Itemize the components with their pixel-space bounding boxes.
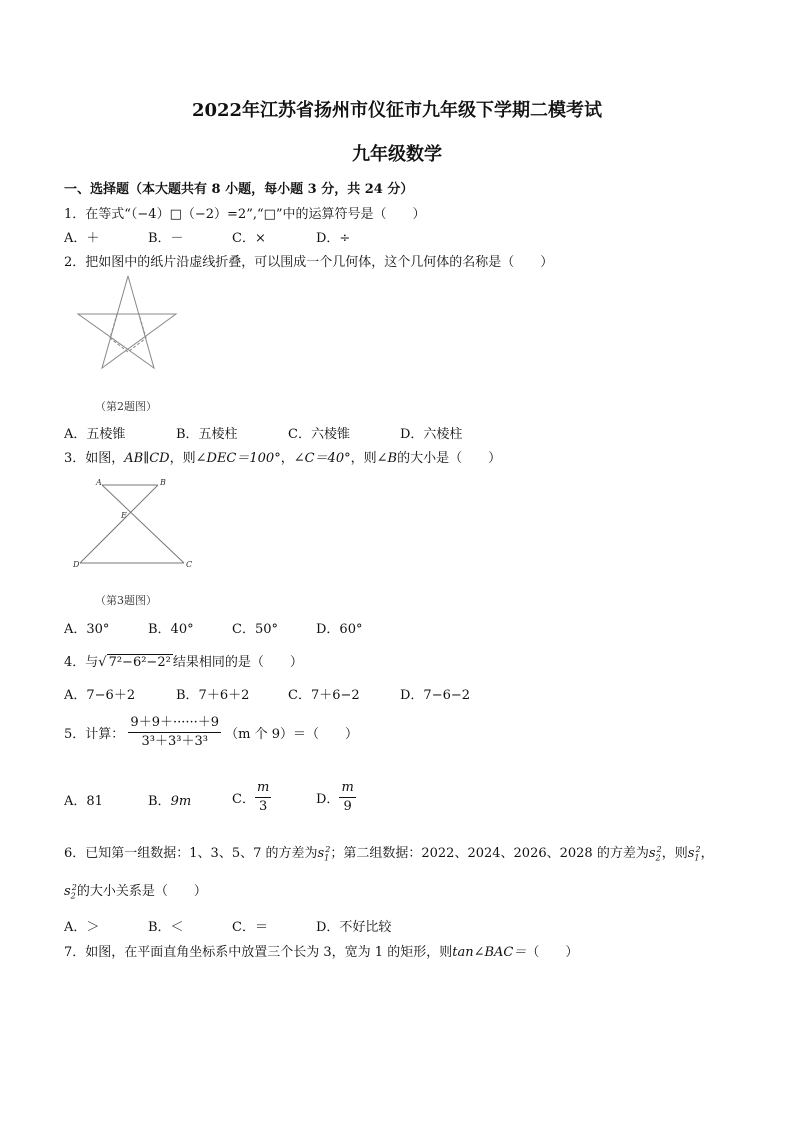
page-subtitle: 九年级数学 bbox=[352, 144, 442, 165]
question-4-text bbox=[64, 651, 303, 670]
q6-part-c: ，则 bbox=[661, 846, 688, 861]
q6-s1-letter: s bbox=[317, 846, 325, 861]
segment-bd bbox=[80, 485, 158, 563]
label-a: A bbox=[96, 478, 102, 487]
q6-s2-symbol-repeat: $s_2^2$ bbox=[64, 882, 77, 901]
q3-parallel: AB∥CD bbox=[124, 451, 170, 466]
q5-prefix: 5．计算： bbox=[64, 727, 125, 742]
q5-option-c bbox=[232, 779, 271, 816]
q5-suffix: （m 个 9）＝（ ） bbox=[225, 727, 359, 742]
question-1-text: 1．在等式“（−4）□（−2）=2”,“□”中的运算符号是（ ） bbox=[64, 207, 426, 222]
q3-mid3: ，则 bbox=[350, 451, 377, 466]
q7-suffix: （ ） bbox=[526, 945, 579, 960]
q5-option-d-num: m bbox=[339, 779, 355, 798]
q5-option-c-den: 3 bbox=[258, 799, 268, 814]
q6-s1-symbol: $s_1^2$ bbox=[317, 844, 331, 863]
q2-option-b: B．五棱柱 bbox=[176, 427, 238, 442]
q3-angle-b: ∠B bbox=[376, 451, 398, 466]
star-outline bbox=[78, 276, 176, 368]
q6-s1-letter-repeat: s bbox=[687, 846, 695, 861]
question-6-line-1 bbox=[64, 842, 714, 863]
q4-suffix: 结果相同的是（ ） bbox=[172, 655, 303, 670]
figure-3-caption: （第3题图） bbox=[95, 594, 157, 607]
q6-option-b: B．＜ bbox=[148, 920, 184, 935]
q6-s2-symbol: $s_2^2$ bbox=[648, 844, 662, 863]
q4-option-b: B．7＋6＋2 bbox=[176, 688, 250, 703]
q2-option-c: C．六棱锥 bbox=[288, 427, 350, 442]
q2-option-d: D．六棱柱 bbox=[400, 427, 463, 442]
label-c: C bbox=[186, 560, 193, 569]
q1-option-c: C．× bbox=[232, 231, 266, 246]
figure-2-caption: （第2题图） bbox=[95, 400, 157, 413]
q5-denominator: 3³＋3³＋3³ bbox=[141, 734, 208, 749]
q5-option-c-num: m bbox=[255, 779, 271, 798]
q6-part-a: 6．已知第一组数据：1、3、5、7 的方差为 bbox=[64, 846, 318, 861]
q6-option-d: D．不好比较 bbox=[316, 920, 392, 935]
q3-mid1: ，则 bbox=[169, 451, 196, 466]
q6-line-2-text: 的大小关系是（ ） bbox=[76, 884, 207, 899]
label-b: B bbox=[160, 478, 166, 487]
q3-prefix: 3．如图， bbox=[64, 451, 125, 466]
q5-option-d bbox=[316, 779, 356, 816]
q6-s1-symbol-repeat: $s_1^2$ bbox=[687, 844, 701, 863]
q3-angle-dec: ∠DEC＝100° bbox=[195, 451, 281, 466]
section-heading: 一、选择题（本大题共有 8 小题，每小题 3 分，共 24 分） bbox=[64, 182, 414, 197]
q6-option-a: A．＞ bbox=[64, 920, 100, 935]
q5-option-c-label: C． bbox=[232, 792, 255, 807]
q5-option-b-value: 9m bbox=[170, 794, 192, 809]
q5-fraction bbox=[128, 714, 221, 751]
q3-option-d: D．60° bbox=[316, 622, 363, 637]
label-d: D bbox=[73, 560, 80, 569]
q1-option-d: D．÷ bbox=[316, 231, 351, 246]
question-5-text bbox=[64, 714, 358, 751]
q3-mid2: ， bbox=[280, 451, 294, 466]
question-6-line-2 bbox=[64, 880, 207, 901]
q5-numerator: 9＋9＋······＋9 bbox=[128, 714, 221, 733]
q4-radicand: 7²−6²−2² bbox=[108, 655, 171, 670]
q3-suffix: 的大小是（ ） bbox=[397, 451, 502, 466]
radical-expression bbox=[98, 655, 173, 670]
q1-option-b: B．－ bbox=[148, 231, 184, 246]
q3-angle-c: ∠C＝40° bbox=[293, 451, 351, 466]
segment-ac bbox=[102, 485, 184, 563]
parallel-lines-figure bbox=[70, 476, 195, 576]
q1-option-a: A．＋ bbox=[64, 231, 100, 246]
q5-option-b-label: B． bbox=[148, 794, 171, 809]
q4-option-d: D．7−6−2 bbox=[400, 688, 471, 703]
question-3-text bbox=[64, 447, 501, 466]
q5-option-d-label: D． bbox=[316, 792, 340, 807]
q6-part-b: ；第二组数据：2022、2024、2026、2028 的方差为 bbox=[330, 846, 649, 861]
page-title: 2022年江苏省扬州市仪征市九年级下学期二模考试 bbox=[191, 100, 603, 121]
q5-option-c-fraction bbox=[255, 779, 271, 816]
q3-option-c: C．50° bbox=[232, 622, 278, 637]
q4-option-c: C．7＋6−2 bbox=[288, 688, 360, 703]
label-e: E bbox=[121, 511, 127, 520]
question-2-text: 2．把如图中的纸片沿虚线折叠，可以围成一个几何体，这个几何体的名称是（ ） bbox=[64, 255, 554, 270]
radical-sign-icon: √ bbox=[98, 655, 107, 670]
pentagon-dashed bbox=[110, 314, 146, 352]
q5-option-d-den: 9 bbox=[343, 799, 352, 814]
question-7-text bbox=[64, 941, 578, 960]
q7-expression: tan∠BAC＝ bbox=[452, 945, 527, 960]
q3-option-a: A．30° bbox=[64, 622, 110, 637]
q5-option-d-fraction bbox=[339, 779, 355, 816]
q6-s2-letter: s bbox=[648, 846, 656, 861]
q2-option-a: A．五棱锥 bbox=[64, 427, 126, 442]
q5-option-b bbox=[148, 790, 191, 809]
q5-option-a: A．81 bbox=[64, 794, 103, 809]
q3-option-b: B．40° bbox=[148, 622, 194, 637]
q6-option-c: C．＝ bbox=[232, 920, 268, 935]
star-net-figure bbox=[70, 272, 190, 382]
q4-option-a: A．7−6＋2 bbox=[64, 688, 136, 703]
q6-part-d: ， bbox=[700, 846, 714, 861]
q7-text: 7．如图，在平面直角坐标系中放置三个长为 3，宽为 1 的矩形，则 bbox=[64, 945, 453, 960]
q6-s2-letter-repeat: s bbox=[64, 884, 71, 899]
q4-prefix: 4．与 bbox=[64, 655, 99, 670]
